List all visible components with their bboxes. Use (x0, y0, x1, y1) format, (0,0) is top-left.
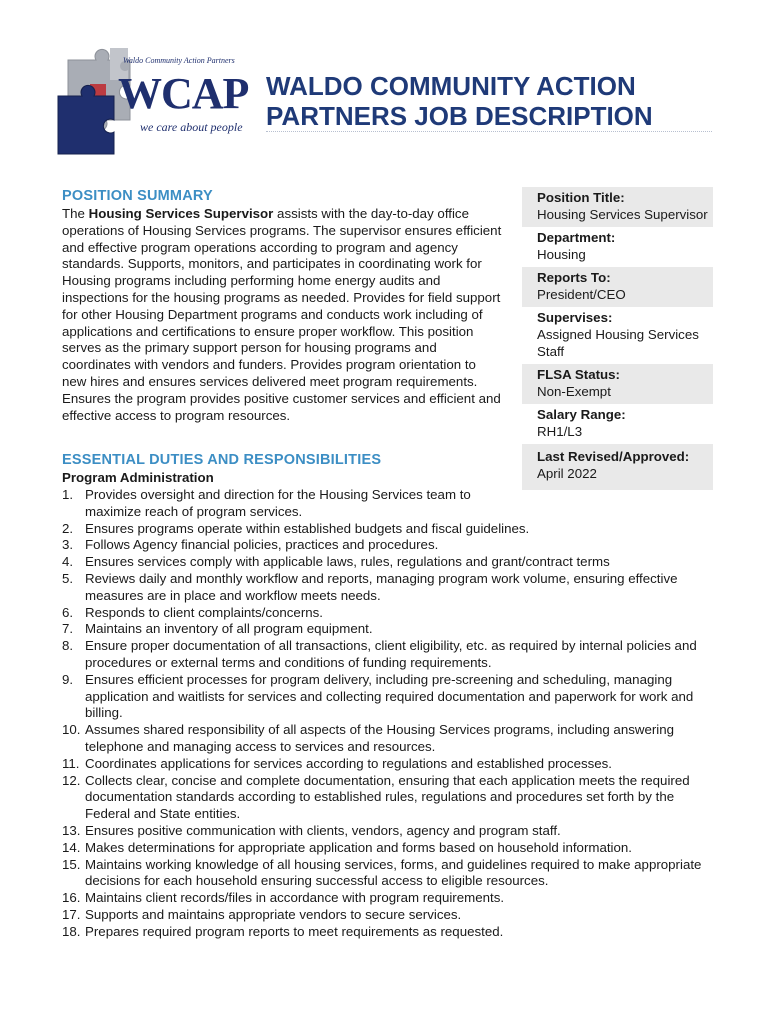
position-info-box (522, 187, 713, 494)
item-text: Maintains client records/files in accordance with program requirements. (85, 890, 505, 906)
item-text: Ensure proper documentation of all transactions, client eligibility, etc. as required by internal policies and procedures or external terms and conditions of funding requirements. (85, 638, 697, 670)
item-number: 18. (62, 923, 81, 939)
item-number: 10. (62, 722, 81, 738)
list-item (62, 857, 712, 891)
item-text: Ensures programs operate within established budgets and fiscal guidelines. (85, 520, 530, 536)
item-number: 3. (62, 537, 74, 553)
summary-body: assists with the day-to-day office operations of Housing Services programs. The supervisor ensures efficient and effective program operations according to program and agency standards. Supports, monitors, and participates in coordinating work for Housing programs including performing home energy audits and inspections for the housing programs as needed. Provides for field support for other Housing Department programs and conducts work including of applications and certifications to ensure proper workflow. This position serves as the primary support person for housing programs and coordinates with vendors and funders. Provides program orientation to new hires and ensures services delivered meet program requirements. Ensures the program provides positive customer services and efficient and effective access to program resources. (62, 206, 502, 423)
item-text: Makes determinations for appropriate application and forms based on household information. (85, 839, 632, 855)
program-administration-subheading: Program Administration (62, 470, 214, 485)
info-position-title (522, 187, 713, 227)
list-item (62, 521, 712, 538)
list-item (62, 722, 712, 756)
info-department (522, 227, 713, 267)
list-item (62, 638, 712, 672)
item-number: 12. (62, 772, 81, 788)
item-text: Follows Agency financial policies, practices and procedures. (85, 537, 439, 553)
list-item (62, 773, 712, 823)
info-value: Housing Services Supervisor (537, 207, 708, 222)
item-text: Provides oversight and direction for the Housing Services team to maximize reach of program services. (85, 487, 471, 519)
info-value: Housing (537, 247, 586, 262)
item-text: Collects clear, concise and complete documentation, ensuring that each application meets the required documentation standards according to established rules, regulations and procedures set forth by the Federal and State entities. (85, 772, 690, 822)
title-line-2: PARTNERS JOB DESCRIPTION (266, 101, 653, 131)
list-item (62, 672, 712, 722)
item-text: Supports and maintains appropriate vendors to secure services. (85, 906, 462, 922)
list-item (62, 840, 712, 857)
info-label: Department: (537, 230, 616, 245)
list-item (62, 571, 712, 605)
item-number: 13. (62, 822, 81, 838)
duties-list (62, 487, 712, 941)
info-value: Non-Exempt (537, 384, 611, 399)
item-text: Reviews daily and monthly workflow and reports, managing program work volume, ensuring effective measures are in place and workflow meets needs. (85, 570, 678, 603)
info-label: Position Title: (537, 190, 625, 205)
item-number: 9. (62, 671, 74, 687)
info-value: President/CEO (537, 287, 626, 302)
item-text: Maintains an inventory of all program equipment. (85, 621, 373, 637)
logo-slogan: we care about people (140, 120, 243, 134)
item-text: Ensures services comply with applicable laws, rules, regulations and grant/contract terms (85, 554, 610, 570)
list-item (62, 537, 712, 554)
item-text: Coordinates applications for services according to regulations and established processes. (85, 755, 612, 771)
item-number: 6. (62, 604, 74, 620)
info-label: Reports To: (537, 270, 611, 285)
position-summary-text (62, 206, 502, 424)
position-summary-heading: POSITION SUMMARY (62, 188, 213, 204)
logo-wordmark: WCAP (118, 69, 249, 118)
info-flsa-status (522, 364, 713, 404)
list-item (62, 924, 712, 941)
item-number: 2. (62, 520, 74, 536)
item-number: 5. (62, 570, 74, 586)
title-line-1: WALDO COMMUNITY ACTION (266, 71, 636, 101)
info-value: Assigned Housing Services Staff (537, 327, 699, 359)
info-value: April 2022 (537, 466, 597, 481)
list-item (62, 890, 712, 907)
info-label: FLSA Status: (537, 367, 620, 382)
item-number: 4. (62, 554, 74, 570)
logo-tagline: Waldo Community Action Partners (123, 56, 235, 65)
list-item (62, 823, 712, 840)
item-number: 15. (62, 856, 81, 872)
item-number: 11. (62, 755, 80, 771)
item-number: 1. (62, 487, 74, 502)
list-item (62, 907, 712, 924)
item-number: 14. (62, 839, 81, 855)
list-item (62, 554, 712, 571)
list-item (62, 605, 712, 622)
item-text: Ensures positive communication with clients, vendors, agency and program staff. (85, 822, 561, 838)
info-supervises (522, 307, 713, 364)
item-number: 8. (62, 638, 74, 654)
item-text: Ensures efficient processes for program delivery, including pre-screening and scheduling, managing application and waitlists for services and collecting required documentation and paperwork for work and billing. (85, 671, 694, 721)
item-number: 7. (62, 621, 74, 637)
item-text: Responds to client complaints/concerns. (85, 604, 323, 620)
item-number: 16. (62, 890, 81, 906)
info-label: Supervises: (537, 310, 613, 325)
item-text: Assumes shared responsibility of all aspects of the Housing Services programs, including answering telephone and managing access to services and resources. (85, 722, 675, 754)
duties-heading: ESSENTIAL DUTIES AND RESPONSIBILITIES (62, 452, 382, 468)
title-divider (266, 131, 712, 132)
info-label: Last Revised/Approved: (537, 449, 690, 464)
info-value: RH1/L3 (537, 424, 583, 439)
document-title (266, 71, 716, 131)
summary-intro: The (62, 206, 89, 221)
item-number: 17. (62, 906, 81, 922)
list-item (62, 487, 712, 521)
info-last-revised (522, 444, 713, 490)
item-text: Prepares required program reports to meet requirements as requested. (85, 923, 504, 939)
info-reports-to (522, 267, 713, 307)
list-item (62, 621, 712, 638)
info-salary-range (522, 404, 713, 444)
item-text: Maintains working knowledge of all housing services, forms, and guidelines required to make appropriate decisions for each household ensuring successful access to eligible resources. (85, 856, 702, 889)
summary-position-name: Housing Services Supervisor (88, 206, 274, 221)
list-item (62, 756, 712, 773)
info-label: Salary Range: (537, 407, 626, 422)
